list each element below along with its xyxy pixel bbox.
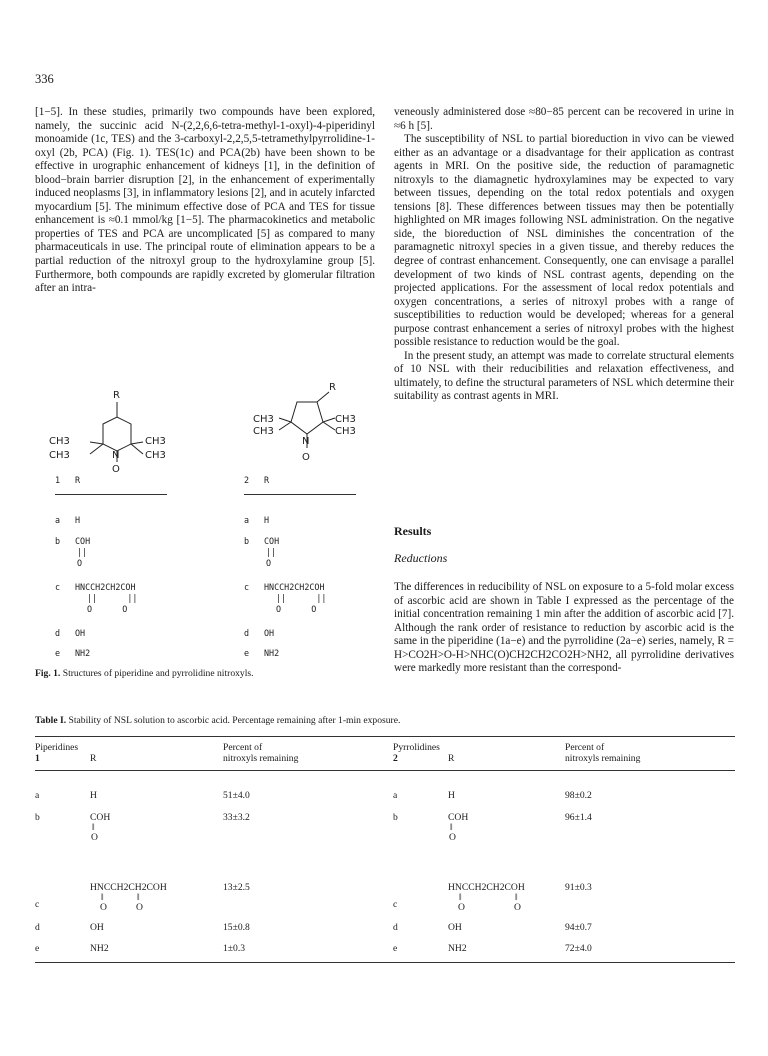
right-paragraph-1: veneously administered dose ≈80−85 percent can be recovered in urine in ≈6 h [5].: [394, 106, 734, 132]
row-b-o-left: O: [91, 832, 98, 843]
fig2-key-a: a: [244, 515, 250, 525]
reductions-heading: Reductions: [394, 551, 448, 565]
fig1-sub-b-bond: ||: [77, 547, 88, 557]
row-c-bond1-left: ‖: [101, 892, 104, 903]
fig2-sub-b: COH: [264, 536, 280, 546]
row-b-key-right: b: [393, 812, 398, 823]
th-percent2-l2: nitroxyls remaining: [565, 753, 641, 764]
fig2-key-b: b: [244, 536, 250, 546]
row-c-bond2-right: ‖: [515, 892, 518, 903]
fig1-sub-c: HNCCH2CH2COH: [75, 582, 136, 592]
table-header-rule: [35, 770, 735, 771]
fig-rule-2: [244, 494, 356, 495]
row-c-r-left: HNCCH2CH2COH: [90, 882, 167, 893]
row-c-pip: 13±2.5: [223, 882, 250, 893]
row-c-bond2-left: ‖: [137, 892, 140, 903]
row-d-key-right: d: [393, 922, 398, 933]
fig2-sub-b-bond: ||: [266, 547, 277, 557]
reductions-text: The differences in reducibility of NSL on exposure to a 5-fold molar excess of ascorbic acid are shown in Table I expressed as the percentage of the initial concentration remaining 1 min after the addition of ascorbic acid [7]. Although the rank order of resistance to reduction by ascorbic acid is the same in the piperidine (1a−e) and the pyrrolidine (2a−e) series, namely, R = H>CO2H>O-H>NHC(O)CH2CH2CO2H>NH2, all pyrrolidine derivatives were markedly more resistant than the correspond-: [394, 581, 734, 675]
fig2-key-e: e: [244, 648, 250, 658]
results-heading: Results: [394, 524, 432, 538]
fig1-key-a: a: [55, 515, 61, 525]
fig1-sub-c-o: O O: [87, 604, 128, 614]
th-percent1-l2: nitroxyls remaining: [223, 753, 299, 764]
table-top-rule: [35, 736, 735, 737]
row-a-r-left: H: [90, 790, 97, 801]
row-c-pyr: 91±0.3: [565, 882, 592, 893]
fig2-key-d: d: [244, 628, 250, 638]
row-c-o1-left: O: [100, 902, 107, 913]
row-d-r-left: OH: [90, 922, 104, 933]
th-num2: 2: [393, 753, 398, 764]
pyrrolidine-ch3-left-bottom: CH3: [253, 426, 274, 437]
row-b-r-left: COH: [90, 812, 111, 823]
left-paragraph: [1−5]. In these studies, primarily two compounds have been explored, namely, the succinic acid N-(2,2,6,6-tetra-methyl-1-oxyl)-4-piperidinyl monoamide (1c, TES) and the 3-carboxyl-2,2,5,5-tetramethylpyrrolidine-1-oxyl (2b, PCA) (Fig. 1). TES(1c) and PCA(2b) have been shown to be effective in urographic enhancement of kidneys [1], in the definition of blood−brain barrier disruption [2], in the enhancement of experimentally induced neoplasms [3], in inflammatory lesions [2], and in acutely infarcted myocardium [5]. The minimum effective dose of PCA and TES for tissue enhancement is ≈0.1 mmol/kg [1−5]. The pharmacokinetics and metabolic properties of TES and PCA are uncomplicated [5] as compared to many pharmaceuticals in use. The principal route of elimination appears to be a partial reduction of the nitroxyl group to the hydroxylamine group [5]. Furthermore, both compounds are rapidly excreted by glomerular filtration after an intra-: [35, 106, 375, 295]
figure-caption: [35, 668, 375, 679]
figure-caption-text: Structures of piperidine and pyrrolidine nitroxyls.: [62, 668, 254, 679]
fig-compound1-r: R: [75, 475, 81, 485]
row-b-key-left: b: [35, 812, 40, 823]
piperidine-r: R: [113, 390, 120, 401]
table-caption: [35, 715, 735, 726]
right-paragraph-2: The susceptibility of NSL to partial bioreduction in vivo can be viewed either as an advantage or a disadvantage for their application as contrast agents in MRI. On the positive side, the reduction of paramagnetic nitroxyls to the diamagnetic hydroxylamines may be expected to vary between tissues, depending on the total redox potentials and oxygen tensions [8]. These differences between tissues may then be potentially highlighted on MR images following NSL administration. On the negative side, the bioreduction of NSL diminishes the concentration of the paramagnetic nitroxyl species in a given tissue, and thereby reduces the degree of contrast enhancement. Consequently, one can envisage a parallel development of two kinds of NSL contrast agents, depending on the projected applications. For the assessment of local redox potentials and oxygen concentrations, a series of nitroxyl probes with a range of susceptibilities to reduction would be developed; whereas for a general purpose contrast enhancement a series of nitroxyl probes with the highest possible resistance to reduction would be the goal.: [394, 133, 734, 349]
th-percent2-l1: Percent of: [565, 742, 605, 753]
figure-structures: [35, 372, 375, 492]
row-b-bond-right: ‖: [450, 822, 453, 833]
row-d-pip: 15±0.8: [223, 922, 250, 933]
fig2-sub-d: OH: [264, 628, 275, 638]
fig1-sub-b-o: O: [77, 558, 83, 568]
reductions-paragraph: [394, 581, 734, 676]
fig2-sub-e: NH2: [264, 648, 280, 658]
fig1-sub-e: NH2: [75, 648, 91, 658]
right-paragraph-3: In the present study, an attempt was made to correlate structural elements of 10 NSL with their reducibilities and relaxation effectiveness, and ultimately, to define the structural parameters of NSL which determine their suitability as contrast agents in MRI.: [394, 349, 734, 403]
fig2-sub-c-o: O O: [276, 604, 317, 614]
row-b-o-right: O: [449, 832, 456, 843]
fig1-key-c: c: [55, 582, 61, 592]
fig1-key-b: b: [55, 536, 61, 546]
fig-compound1-label: 1: [55, 475, 61, 485]
row-e-r-left: NH2: [90, 943, 109, 954]
piperidine-n: N: [112, 450, 120, 461]
row-e-key-right: e: [393, 943, 398, 954]
row-e-pyr: 72±4.0: [565, 943, 592, 954]
th-num1: 1: [35, 753, 40, 764]
fig1-sub-a: H: [75, 515, 81, 525]
th-percent1-l1: Percent of: [223, 742, 263, 753]
table-bottom-rule: [35, 962, 735, 963]
piperidine-ch3-left-bottom: CH3: [49, 450, 70, 461]
fig1-sub-d: OH: [75, 628, 86, 638]
fig-compound2-label: 2: [244, 475, 250, 485]
row-a-key-left: a: [35, 790, 40, 801]
row-b-pyr: 96±1.4: [565, 812, 592, 823]
row-e-pip: 1±0.3: [223, 943, 246, 954]
table-caption-label: Table I.: [35, 715, 67, 726]
fig2-sub-b-o: O: [266, 558, 272, 568]
row-b-bond-left: ‖: [92, 822, 95, 833]
row-c-o2-right: O: [514, 902, 521, 913]
piperidine-ch3-left-top: CH3: [49, 436, 70, 447]
fig1-sub-b: COH: [75, 536, 91, 546]
fig-compound2-r: R: [264, 475, 270, 485]
piperidine-ch3-right-bottom: CH3: [145, 450, 166, 461]
pyrrolidine-o: O: [302, 452, 310, 463]
row-c-bond1-right: ‖: [459, 892, 462, 903]
fig1-key-e: e: [55, 648, 61, 658]
row-c-key-right: c: [393, 899, 398, 910]
row-e-key-left: e: [35, 943, 40, 954]
th-r2: R: [448, 753, 455, 764]
row-c-o1-right: O: [458, 902, 465, 913]
fig2-key-c: c: [244, 582, 250, 592]
row-c-r-right: HNCCH2CH2COH: [448, 882, 525, 893]
pyrrolidine-ch3-right-top: CH3: [335, 414, 356, 425]
row-d-pyr: 94±0.7: [565, 922, 592, 933]
row-d-key-left: d: [35, 922, 40, 933]
fig2-sub-c: HNCCH2CH2COH: [264, 582, 325, 592]
row-d-r-right: OH: [448, 922, 462, 933]
th-pyrrolidines: Pyrrolidines: [393, 742, 440, 753]
row-b-pip: 33±3.2: [223, 812, 250, 823]
row-a-r-right: H: [448, 790, 455, 801]
row-b-r-right: COH: [448, 812, 469, 823]
fig-rule-1: [55, 494, 167, 495]
right-column: [394, 106, 734, 404]
table-caption-text: Stability of NSL solution to ascorbic acid. Percentage remaining after 1-min exposure.: [68, 715, 401, 726]
fig2-sub-c-bond: || ||: [276, 593, 327, 603]
pyrrolidine-ch3-right-bottom: CH3: [335, 426, 356, 437]
row-a-pip: 51±4.0: [223, 790, 250, 801]
piperidine-o: O: [112, 464, 120, 475]
page-number: 336: [35, 72, 54, 86]
fig1-key-d: d: [55, 628, 61, 638]
pyrrolidine-ch3-left-top: CH3: [253, 414, 274, 425]
pyrrolidine-n: N: [302, 436, 310, 447]
row-a-key-right: a: [393, 790, 398, 801]
row-c-key-left: c: [35, 899, 40, 910]
row-c-o2-left: O: [136, 902, 143, 913]
fig2-sub-a: H: [264, 515, 270, 525]
row-a-pyr: 98±0.2: [565, 790, 592, 801]
fig1-sub-c-bond: || ||: [87, 593, 138, 603]
figure-caption-label: Fig. 1.: [35, 668, 61, 679]
row-e-r-right: NH2: [448, 943, 467, 954]
left-column: [35, 106, 375, 296]
th-r1: R: [90, 753, 97, 764]
piperidine-ch3-right-top: CH3: [145, 436, 166, 447]
th-piperidines: Piperidines: [35, 742, 79, 753]
pyrrolidine-r: R: [329, 382, 336, 393]
